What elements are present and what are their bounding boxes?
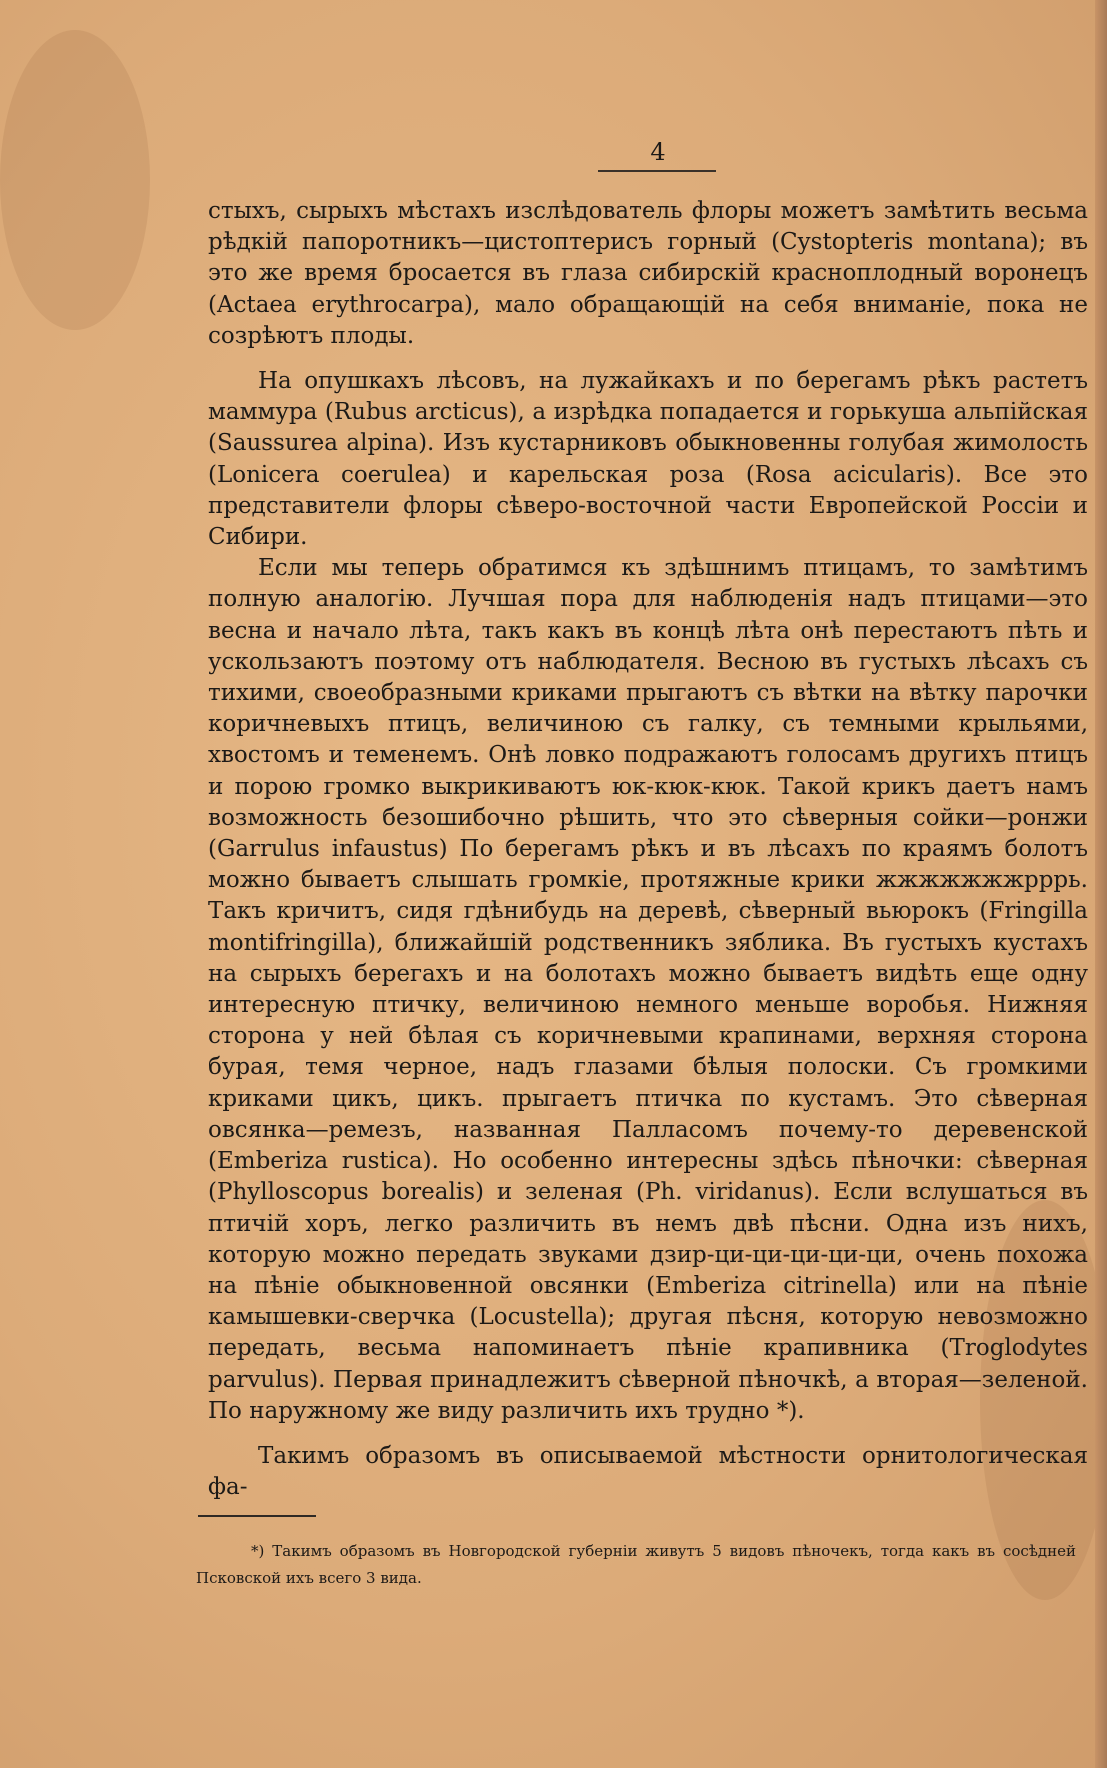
paragraph-1: стыхъ, сырыхъ мѣстахъ изслѣдователь флоры можетъ замѣтить весьма рѣдкій папоротникъ—цистоптерисъ горный (Cystopteris montana); въ это же время бросается въ глаза сибирскій краснoплодный воронецъ (Actaea erythrocarpa), мало обращающій на себя вниманіе, пока не созрѣютъ плоды. — [208, 198, 1088, 349]
page-number-rule — [598, 170, 716, 172]
paragraph-3: Если мы теперь обратимся къ здѣшнимъ птицамъ, то замѣтимъ полную аналогію. Лучшая пора для наблюденія надъ птицами—это весна и начало лѣта, такъ какъ въ концѣ лѣта онѣ перестаютъ пѣть и ускользаютъ поэтому отъ наблюдателя. Весною въ густыхъ лѣсахъ съ тихими, своеобразными криками прыгаютъ съ вѣтки на вѣтку парочки коричневыхъ птицъ, величиною съ галку, съ темными крыльями, хвостомъ и теменемъ. Онѣ ловко подражаютъ голосамъ другихъ птицъ и порою громко выкрикиваютъ юк-кюк-кюк. Такой крикъ даетъ намъ возможность безошибочно рѣшить, что это сѣверныя сойки—ронжи (Garrulus infaustus) По берегамъ рѣкъ и въ лѣсахъ по краямъ болотъ можно бываетъ слышать громкіе, протяжные крики жжжжжжжрррь. Такъ кричитъ, сидя гдѣнибудь на деревѣ, сѣверный вьюрокъ (Fringilla montifringilla), ближайшій родственникъ зяблика. Въ густыхъ кустахъ на сырыхъ берегахъ и на болотахъ можно бываетъ видѣть еще одну интересную птичку, величиною немного меньше воробья. Нижняя сторона у ней бѣлая съ коричневыми крапинами, верхняя сторона бурая, темя черное, надъ глазами бѣлыя полоски. Съ громкими криками цикъ, цикъ. прыгаетъ птичка по кустамъ. Это сѣверная овсянка—ремезъ, названная Палласомъ почему-то деревенской (Emberiza rustica). Но особенно интересны здѣсь пѣночки: сѣверная (Phylloscopus borealis) и зеленая (Ph. viridanus). Если вслушаться въ птичій хоръ, легко различить въ немъ двѣ пѣсни. Одна изъ нихъ, которую можно передать звуками дзир-ци-ци-ци-ци-ци, очень похожа на пѣніе обыкновенной овсянки (Emberiza citrinella) или на пѣніе камышевки-сверчка (Locustella); другая пѣсня, которую невозможно передать, весьма напоминаетъ пѣніе крапивника (Troglodytes parvulus). Первая принадлежитъ сѣверной пѣночкѣ, а вторая—зеленой. По наружному же виду различить ихъ трудно *). — [208, 555, 1088, 1424]
body-text — [208, 196, 1088, 1503]
footnote-rule — [198, 1515, 316, 1517]
page-edge — [1095, 0, 1107, 1768]
paragraph-4: Такимъ образомъ въ описываемой мѣстности орнитологическая фа- — [208, 1442, 1088, 1501]
footnote: *) Такимъ образомъ въ Новгородской губерніи живутъ 5 видовъ пѣночекъ, тогда какъ въ сосѣдней Псковской ихъ всего 3 вида. — [196, 1542, 1076, 1587]
paper-stain — [0, 30, 150, 330]
paragraph-2: На опушкахъ лѣсовъ, на лужайкахъ и по берегамъ рѣкъ растетъ маммура (Rubus arcticus), а изрѣдка попадается и горькуша альпійская (Saussurea alpina). Изъ кустарниковъ обыкновенны голубая жимолость (Lonicera coerulea) и карельская роза (Rosa acicularis). Все это представители флоры сѣверо-восточной части Европейской Россіи и Сибири. — [208, 368, 1088, 551]
page-number: 4 — [650, 138, 666, 166]
